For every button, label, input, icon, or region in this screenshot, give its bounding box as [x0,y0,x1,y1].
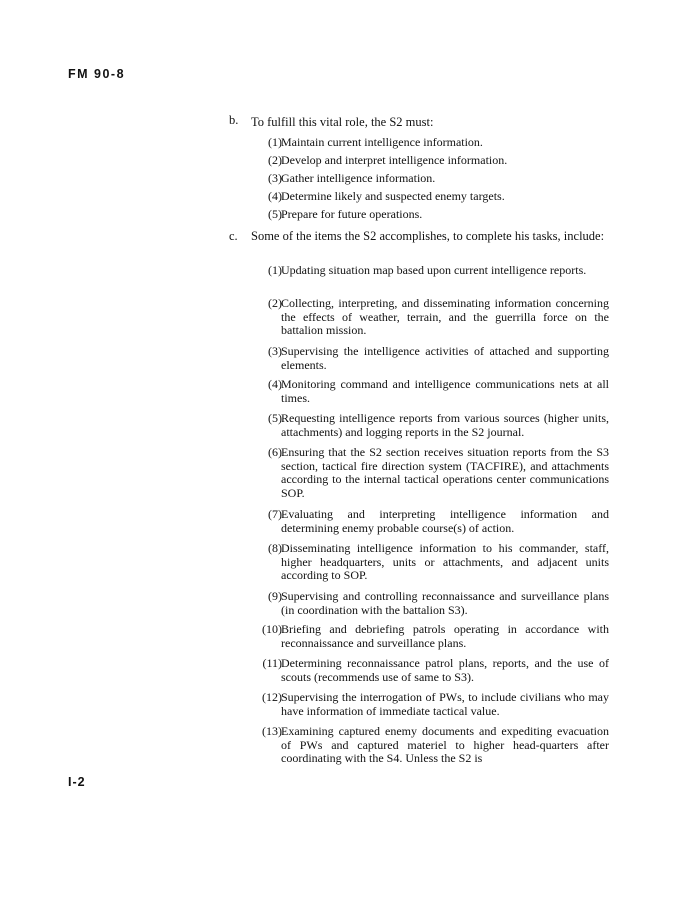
item-number: (10) [262,622,282,636]
item-number: (3) [268,171,282,185]
paragraph-label: b. [229,113,239,127]
paragraph-text: Some of the items the S2 accomplishes, to complete his tasks, include: [251,229,605,243]
item-number: (6) [268,445,282,459]
item-number: (4) [268,377,282,391]
paragraph-label: c. [229,229,238,243]
item-text: Determining reconnaissance patrol plans, reports, and the use of scouts (recommends use of same to S3). [281,656,609,684]
page-number: I-2 [68,775,86,789]
item-number: (11) [262,656,282,670]
item-text: Supervising the intelligence activities of attached and supporting elements. [281,344,609,372]
item-text: Briefing and debriefing patrols operating in accordance with reconnaissance and surveillance plans. [281,622,609,650]
item-number: (9) [268,589,282,603]
item-text: Supervising and controlling reconnaissance and surveillance plans (in coordination with the battalion S3). [281,589,609,617]
item-text: Evaluating and interpreting intelligence information and determining enemy probable course(s) of action. [281,507,609,535]
item-text: Examining captured enemy documents and expediting evacuation of PWs and captured materiel to higher head-quarters after coordinating with the S4. Unless the S2 is [281,724,609,765]
item-number: (4) [268,189,282,203]
item-text: Develop and interpret intelligence information. [281,153,508,167]
item-number: (2) [268,296,282,310]
item-text: Ensuring that the S2 section receives situation reports from the S3 section, tactical fire direction system (TACFIRE), and attachments according to the internal tactical operations center communications SOP. [281,445,609,500]
item-number: (5) [268,411,282,425]
item-text: Prepare for future operations. [281,207,423,221]
item-text: Disseminating intelligence information to his commander, staff, higher headquarters, units or attachments, and adjacent units according to SOP. [281,541,609,582]
item-number: (7) [268,507,282,521]
item-number: (8) [268,541,282,555]
item-number: (12) [262,690,282,704]
item-text: Maintain current intelligence information. [281,135,483,149]
item-text: Requesting intelligence reports from various sources (higher units, attachments) and logging reports in the S2 journal. [281,411,609,439]
item-text: Gather intelligence information. [281,171,436,185]
item-number: (1) [268,135,282,149]
item-text: Updating situation map based upon current intelligence reports. [281,263,587,277]
item-number: (2) [268,153,282,167]
item-text: Monitoring command and intelligence communications nets at all times. [281,377,609,405]
item-number: (13) [262,724,282,738]
item-text: Determine likely and suspected enemy targets. [281,189,505,203]
item-number: (1) [268,263,282,277]
item-text: Supervising the interrogation of PWs, to include civilians who may have information of immediate tactical value. [281,690,609,718]
item-number: (3) [268,344,282,358]
running-header: FM 90-8 [68,67,126,81]
item-text: Collecting, interpreting, and disseminating information concerning the effects of weather, terrain, and the guerrilla force on the battalion mission. [281,296,609,337]
item-number: (5) [268,207,282,221]
paragraph-text: To fulfill this vital role, the S2 must: [251,115,434,129]
